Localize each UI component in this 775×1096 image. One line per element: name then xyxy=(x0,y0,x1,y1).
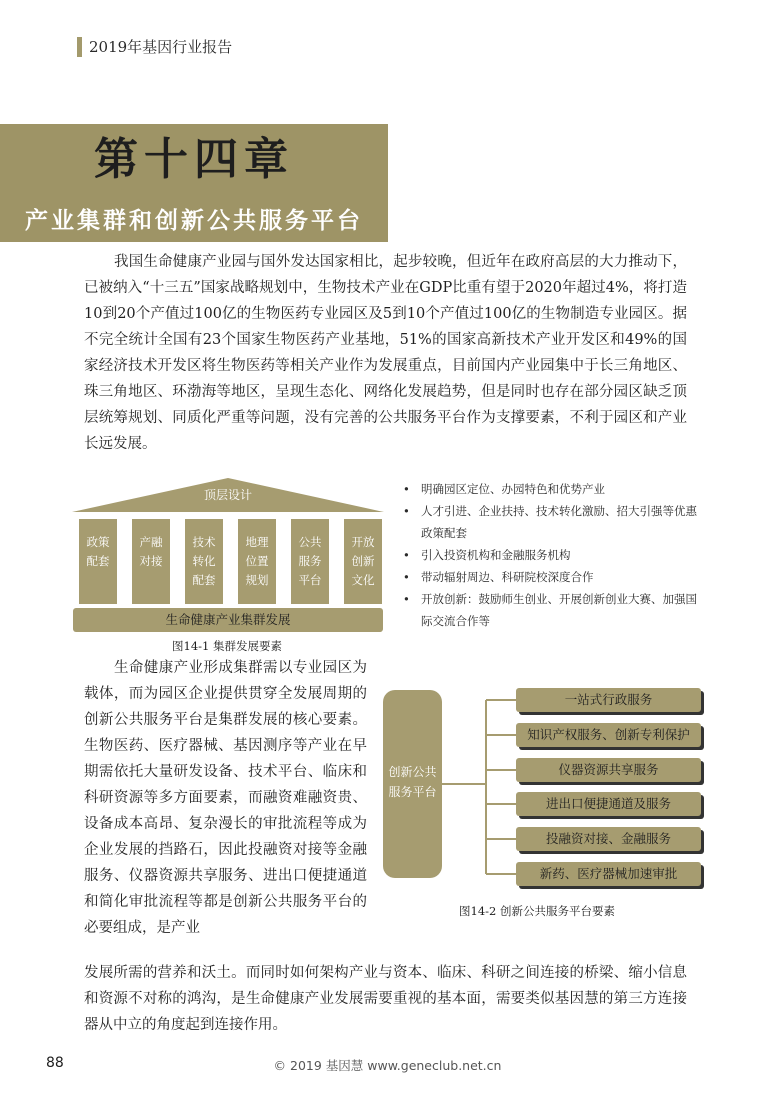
report-header-title: 2019年基因行业报告 xyxy=(89,38,233,56)
footer-copyright: © 2019 基因慧 www.geneclub.net.cn xyxy=(273,1058,502,1073)
page-number: 88 xyxy=(46,1055,64,1071)
base-bar: 生命健康产业集群发展 xyxy=(73,608,383,632)
cluster-paragraph: 生命健康产业形成集群需以专业园区为载体，而为园区企业提供贯穿全发展周期的创新公共服务平台是集群发展的核心要素。生物医药、医疗器械、基因测序等产业在早期需依托大量研发设备、技术平台、临床和科研资源等多方面要素，而融资难融资贵、设备成本高昂、复杂漫长的审批流程等成为企业发展的挡路石，因此投融资对接等金融服务、仪器资源共享服务、进出口便捷通道和简化审批流程等都是创新公共服务平台的必要组成，是产业 xyxy=(84,660,367,936)
list-item: • 明确园区定位、办园特色和优势产业 xyxy=(398,478,708,500)
chapter-subtitle: 产业集群和创新公共服务平台 xyxy=(25,208,363,234)
pillar-tech-transfer: 技术 转化 配套 xyxy=(185,519,223,604)
service-approval: 新药、医疗器械加速审批 xyxy=(516,862,701,886)
service-platform-diagram xyxy=(383,680,705,892)
figure2-caption: 图14-2 创新公共服务平台要素 xyxy=(459,904,615,918)
pillar-policy: 政策 配套 xyxy=(79,519,117,604)
service-import-export: 进出口便捷通道及服务 xyxy=(516,792,701,816)
service-admin: 一站式行政服务 xyxy=(516,688,701,712)
intro-paragraph: 我国生命健康产业园与国外发达国家相比，起步较晚，但近年在政府高层的大力推动下，已被纳入“十三五”国家战略规划中，生物技术产业在GDP比重有望于2020年超过4%，将打造10到20个产值过100亿的生物医药专业园区及5到10个产值过100亿的生物制造专业园区。据不完全统计全国有23个国家生物医药产业基地，51%的国家高新技术产业开发区和49%的国家经济技术开发区将生物医药等相关产业作为发展重点，目前国内产业园集中于长三角地区、珠三角地区、环渤海等地区，呈现生态化、网络化发展趋势，但是同时也存在部分园区缺乏顶层统筹规划、同质化严重等问题，没有完善的公共服务平台作为支撑要素，不利于园区和产业长远发展。 xyxy=(84,254,687,452)
list-item: • 带动辐射周边、科研院校深度合作 xyxy=(398,566,708,588)
cluster-bullet-list xyxy=(398,478,708,632)
service-finance: 投融资对接、金融服务 xyxy=(516,827,701,851)
figure1-caption: 图14-1 集群发展要素 xyxy=(172,639,282,653)
platform-hub: 创新公共 服务平台 xyxy=(383,690,442,878)
list-item: • 人才引进、企业扶持、技术转化激励、招大引强等优惠政策配套 xyxy=(398,500,708,544)
service-instrument-sharing: 仪器资源共享服务 xyxy=(516,758,701,782)
pillar-location: 地理 位置 规划 xyxy=(238,519,276,604)
list-item: • 引入投资机构和金融服务机构 xyxy=(398,544,708,566)
cluster-elements-diagram xyxy=(68,476,388,636)
header-accent-bar xyxy=(77,37,82,57)
roof-label: 顶层设计 xyxy=(203,488,252,502)
pillar-open-innovation: 开放 创新 文化 xyxy=(344,519,382,604)
service-ip: 知识产权服务、创新专利保护 xyxy=(516,723,701,747)
chapter-title: 第十四章 xyxy=(94,134,294,185)
closing-paragraph: 发展所需的营养和沃土。而同时如何架构产业与资本、临床、科研之间连接的桥梁、缩小信息和资源不对称的鸿沟，是生命健康产业发展需要重视的基本面，需要类似基因慧的第三方连接器从中立的角度起到连接作用。 xyxy=(84,965,687,1033)
pillar-public-service: 公共 服务 平台 xyxy=(291,519,329,604)
pillar-finance: 产融 对接 xyxy=(132,519,170,604)
list-item: • 开放创新：鼓励师生创业、开展创新创业大赛、加强国际交流合作等 xyxy=(398,588,708,632)
